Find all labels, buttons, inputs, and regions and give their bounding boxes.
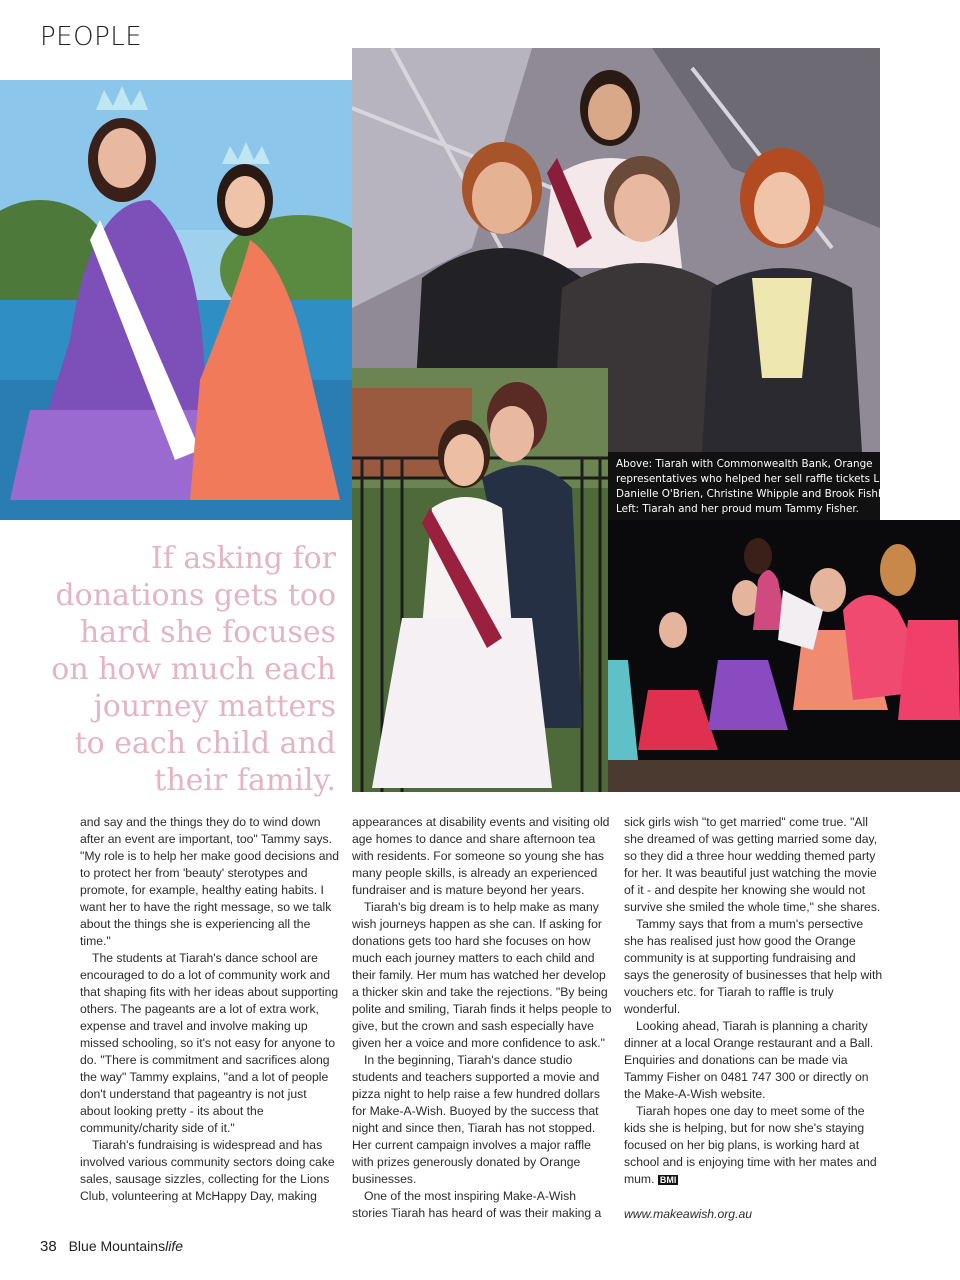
paragraph: and say and the things they do to wind down after an event are important, too" Tammy says. "My role is to help her make good decisions and to protect her from 'beauty' sterotypes and promote, for example, healthy eating habits. I want her to have the right message, so we talk about the things she is experiencing all the time."	[80, 815, 340, 948]
pull-quote-line: journey matters	[93, 689, 336, 724]
pull-quote-line: their family.	[154, 763, 336, 798]
paragraph: Looking ahead, Tiarah is planning a charity dinner at a local Orange restaurant and a Ball. Enquiries and donations can be made via Tammy Fisher on 0481 747 300 or directly on the Make-A-Wish website.	[624, 1019, 874, 1101]
paragraph: Tiarah's fundraising is widespread and has involved various community sectors doing cake sales, sausage sizzles, collecting for the Lions Club, volunteering at McHappy Day, making	[80, 1138, 335, 1203]
paragraph: Tiarah's big dream is to help make as many wish journeys happen as she can. If asking for donations gets too hard she focuses on how much each journey matters to each child and their family. Her mum has watched her develop a thicker skin and take the rejections. "By being polite and smiling, Tiarah finds it helps people to give, but the crown and sash especially have given her a voice and more confidence to ask."	[352, 900, 612, 1050]
caption-line: Left: Tiarah and her proud mum Tammy Fisher.	[616, 503, 859, 515]
magazine-name-main: Blue Mountains	[68, 1238, 166, 1254]
body-column-1	[80, 814, 340, 1205]
section-label: PEOPLE	[40, 22, 143, 52]
pull-quote-line: to each child and	[74, 726, 336, 761]
body-column-3	[624, 814, 884, 1223]
paragraph: In the beginning, Tiarah's dance studio students and teachers supported a movie and pizza night to help raise a few hundred dollars for Make-A-Wish. Buoyed by the success that night and since then, Tiarah has not stopped. Her current campaign involves a major raffle with prizes generously donated by Orange businesses.	[352, 1053, 600, 1186]
paragraph-text: Tiarah hopes one day to meet some of the kids she is helping, but for now she's staying focused on her big plans, is working hard at school and is enjoying time with her mates and mum.	[624, 1104, 877, 1186]
caption-line: Danielle O'Brien, Christine Whipple and Brook Fishburn.	[616, 488, 906, 500]
photo-tiarah-and-mum	[352, 368, 608, 792]
paragraph: appearances at disability events and visiting old age homes to dance and share afternoon tea with residents. For someone so young she has many people skills, is already an experienced fundraiser and is mature beyond her years.	[352, 815, 610, 897]
body-column-2	[352, 814, 612, 1222]
paragraph	[624, 1103, 884, 1189]
website-link[interactable]: www.makeawish.org.au	[624, 1207, 753, 1221]
paragraph: sick girls wish "to get married" come true. "All she dreamed of was getting married some day, so they did a three hour wedding themed party for her. It was beautiful just watching the movie of it - and despite her knowing she would not survive she smiled the whole time," she shares.	[624, 815, 881, 914]
magazine-name	[69, 1238, 183, 1254]
page-number: 38	[40, 1238, 57, 1255]
caption-line: Above: Tiarah with Commonwealth Bank, Orange	[616, 458, 873, 470]
magazine-name-italic: life	[165, 1238, 183, 1254]
pull-quote-line: on how much each	[51, 652, 336, 687]
paragraph: Tammy says that from a mum's persective she has realised just how good the Orange community is at supporting fundraising and says the generosity of businesses that help with vouchers etc. for Tiarah to raffle is truly wonderful.	[624, 917, 883, 1016]
caption-line: representatives who helped her sell raffle tickets L to R:	[616, 473, 907, 485]
photo-pageant-stage	[608, 520, 960, 792]
photo-caption	[608, 452, 907, 520]
pull-quote	[40, 540, 336, 799]
page-footer	[40, 1238, 183, 1255]
paragraph: The students at Tiarah's dance school are encouraged to do a lot of community work and that shaping fits with her ideas about supporting others. The pageants are a lot of extra work, expense and travel and involve making up missed schooling, so it's not easy for anyone to do. "There is commitment and sacrifices along the way" Tammy explains, "and a lot of people don't understand that pageantry is not just about looking pretty - its about the community/charity side of it."	[80, 951, 339, 1135]
end-mark: BMl	[659, 1175, 677, 1185]
photo-girls-by-lake	[0, 80, 352, 520]
pull-quote-line: hard she focuses	[79, 615, 336, 650]
pull-quote-line: If asking for	[150, 541, 336, 576]
paragraph: One of the most inspiring Make-A-Wish stories Tiarah has heard of was their making a	[352, 1189, 602, 1220]
pull-quote-line: donations gets too	[55, 578, 336, 613]
